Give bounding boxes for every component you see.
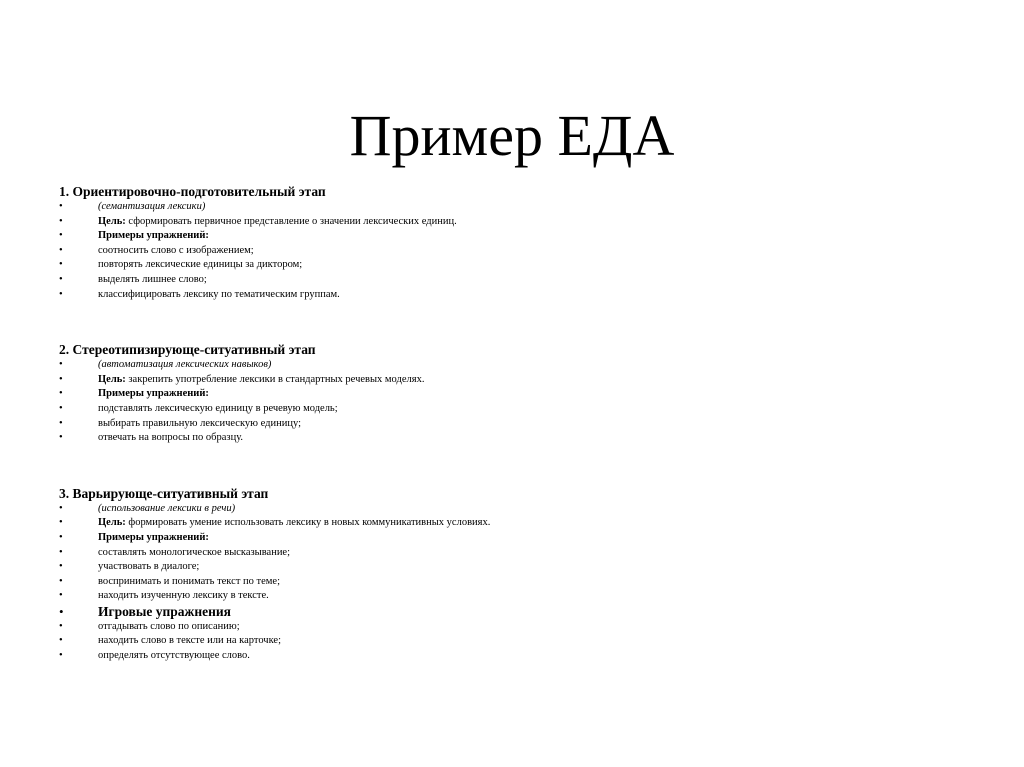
bullet-icon: • xyxy=(59,620,63,632)
exercise-text: подставлять лексическую единицу в речевую модель; xyxy=(98,402,338,414)
examples-label: Примеры упражнений: xyxy=(98,388,209,400)
stage-section-2 xyxy=(59,342,979,446)
exercise-item xyxy=(59,273,979,288)
bullet-icon: • xyxy=(59,575,63,587)
exercise-item xyxy=(59,417,979,432)
exercise-text: составлять монологическое высказывание; xyxy=(98,546,291,558)
bullet-icon: • xyxy=(59,417,63,429)
bullet-icon: • xyxy=(59,590,63,602)
exercise-text: выделять лишнее слово; xyxy=(98,273,207,285)
goal-text: закрепить употребление лексики в стандартных речевых моделях. xyxy=(125,373,425,385)
bullet-icon: • xyxy=(59,388,63,400)
exercise-item xyxy=(59,575,979,590)
examples-heading xyxy=(59,387,979,402)
bullet-icon: • xyxy=(59,259,63,271)
stage-bullet-list xyxy=(59,358,979,446)
game-exercises-label: Игровые упражнения xyxy=(98,603,231,619)
stage-note xyxy=(59,200,979,215)
goal-label: Цель: xyxy=(98,373,126,385)
goal-text: сформировать первичное представление о значении лексических единиц. xyxy=(125,215,457,227)
bullet-icon: • xyxy=(59,531,63,543)
bullet-icon: • xyxy=(59,273,63,285)
exercise-item xyxy=(59,258,979,273)
stage-goal xyxy=(59,215,979,230)
stage-note xyxy=(59,502,979,517)
bullet-icon: • xyxy=(59,201,63,212)
bullet-icon: • xyxy=(59,359,63,371)
exercise-item xyxy=(59,589,979,604)
game-exercise-item xyxy=(59,620,979,635)
exercise-item xyxy=(59,402,979,417)
slide-title: Пример ЕДА xyxy=(349,102,675,168)
bullet-icon: • xyxy=(59,561,63,573)
stage-note-text: (использование лексики в речи) xyxy=(98,502,236,514)
goal-label: Цель: xyxy=(98,517,126,529)
exercise-text: соотносить слово с изображением; xyxy=(98,244,254,256)
exercise-text: выбирать правильную лексическую единицу; xyxy=(98,417,302,429)
exercise-text: определять отсутствующее слово. xyxy=(98,650,250,662)
bullet-icon: • xyxy=(59,402,63,414)
examples-label: Примеры упражнений: xyxy=(98,230,209,242)
examples-heading xyxy=(59,229,979,244)
bullet-icon: • xyxy=(59,635,63,647)
bullet-icon: • xyxy=(59,373,63,385)
stage-bullet-list xyxy=(59,200,979,302)
bullet-icon: • xyxy=(59,650,63,662)
game-exercises-heading xyxy=(59,604,979,620)
bullet-icon: • xyxy=(59,230,63,242)
bullet-icon: • xyxy=(59,244,63,256)
examples-heading xyxy=(59,531,979,546)
exercise-text: находить изученную лексику в тексте. xyxy=(98,590,269,602)
goal-label: Цель: xyxy=(98,215,126,227)
exercise-text: классифицировать лексику по тематическим группам. xyxy=(98,288,340,300)
bullet-icon: • xyxy=(59,215,63,227)
bullet-icon: • xyxy=(59,603,64,619)
stage-note xyxy=(59,358,979,373)
stage-section-1 xyxy=(59,184,979,302)
bullet-icon: • xyxy=(59,432,63,444)
bullet-icon: • xyxy=(59,502,63,514)
exercise-text: повторять лексические единицы за диктором; xyxy=(98,259,303,271)
exercise-item xyxy=(59,560,979,575)
exercise-item xyxy=(59,288,979,303)
stage-heading: 2. Стереотипизирующе-ситуативный этап xyxy=(59,342,316,358)
examples-label: Примеры упражнений: xyxy=(98,531,209,543)
stage-note-text: (семантизация лексики) xyxy=(98,201,206,212)
slide-content xyxy=(59,184,979,664)
bullet-icon: • xyxy=(59,517,63,529)
game-exercise-item xyxy=(59,634,979,649)
exercise-item xyxy=(59,244,979,259)
stage-bullet-list xyxy=(59,502,979,664)
game-exercise-item xyxy=(59,649,979,664)
exercise-item xyxy=(59,546,979,561)
exercise-text: отгадывать слово по описанию; xyxy=(98,620,240,632)
stage-heading: 1. Ориентировочно-подготовительный этап xyxy=(59,184,326,199)
stage-goal xyxy=(59,516,979,531)
stage-heading: 3. Варьирующе-ситуативный этап xyxy=(59,485,269,501)
goal-text: формировать умение использовать лексику в новых коммуникативных условиях. xyxy=(125,517,491,529)
stage-section-3 xyxy=(59,486,979,664)
exercise-text: воспринимать и понимать текст по теме; xyxy=(98,575,280,587)
exercise-text: отвечать на вопросы по образцу. xyxy=(98,432,244,444)
stage-goal xyxy=(59,373,979,388)
exercise-item xyxy=(59,431,979,446)
bullet-icon: • xyxy=(59,546,63,558)
stage-note-text: (автоматизация лексических навыков) xyxy=(98,359,272,371)
bullet-icon: • xyxy=(59,288,63,300)
exercise-text: участвовать в диалоге; xyxy=(98,561,200,573)
exercise-text: находить слово в тексте или на карточке; xyxy=(98,635,282,647)
